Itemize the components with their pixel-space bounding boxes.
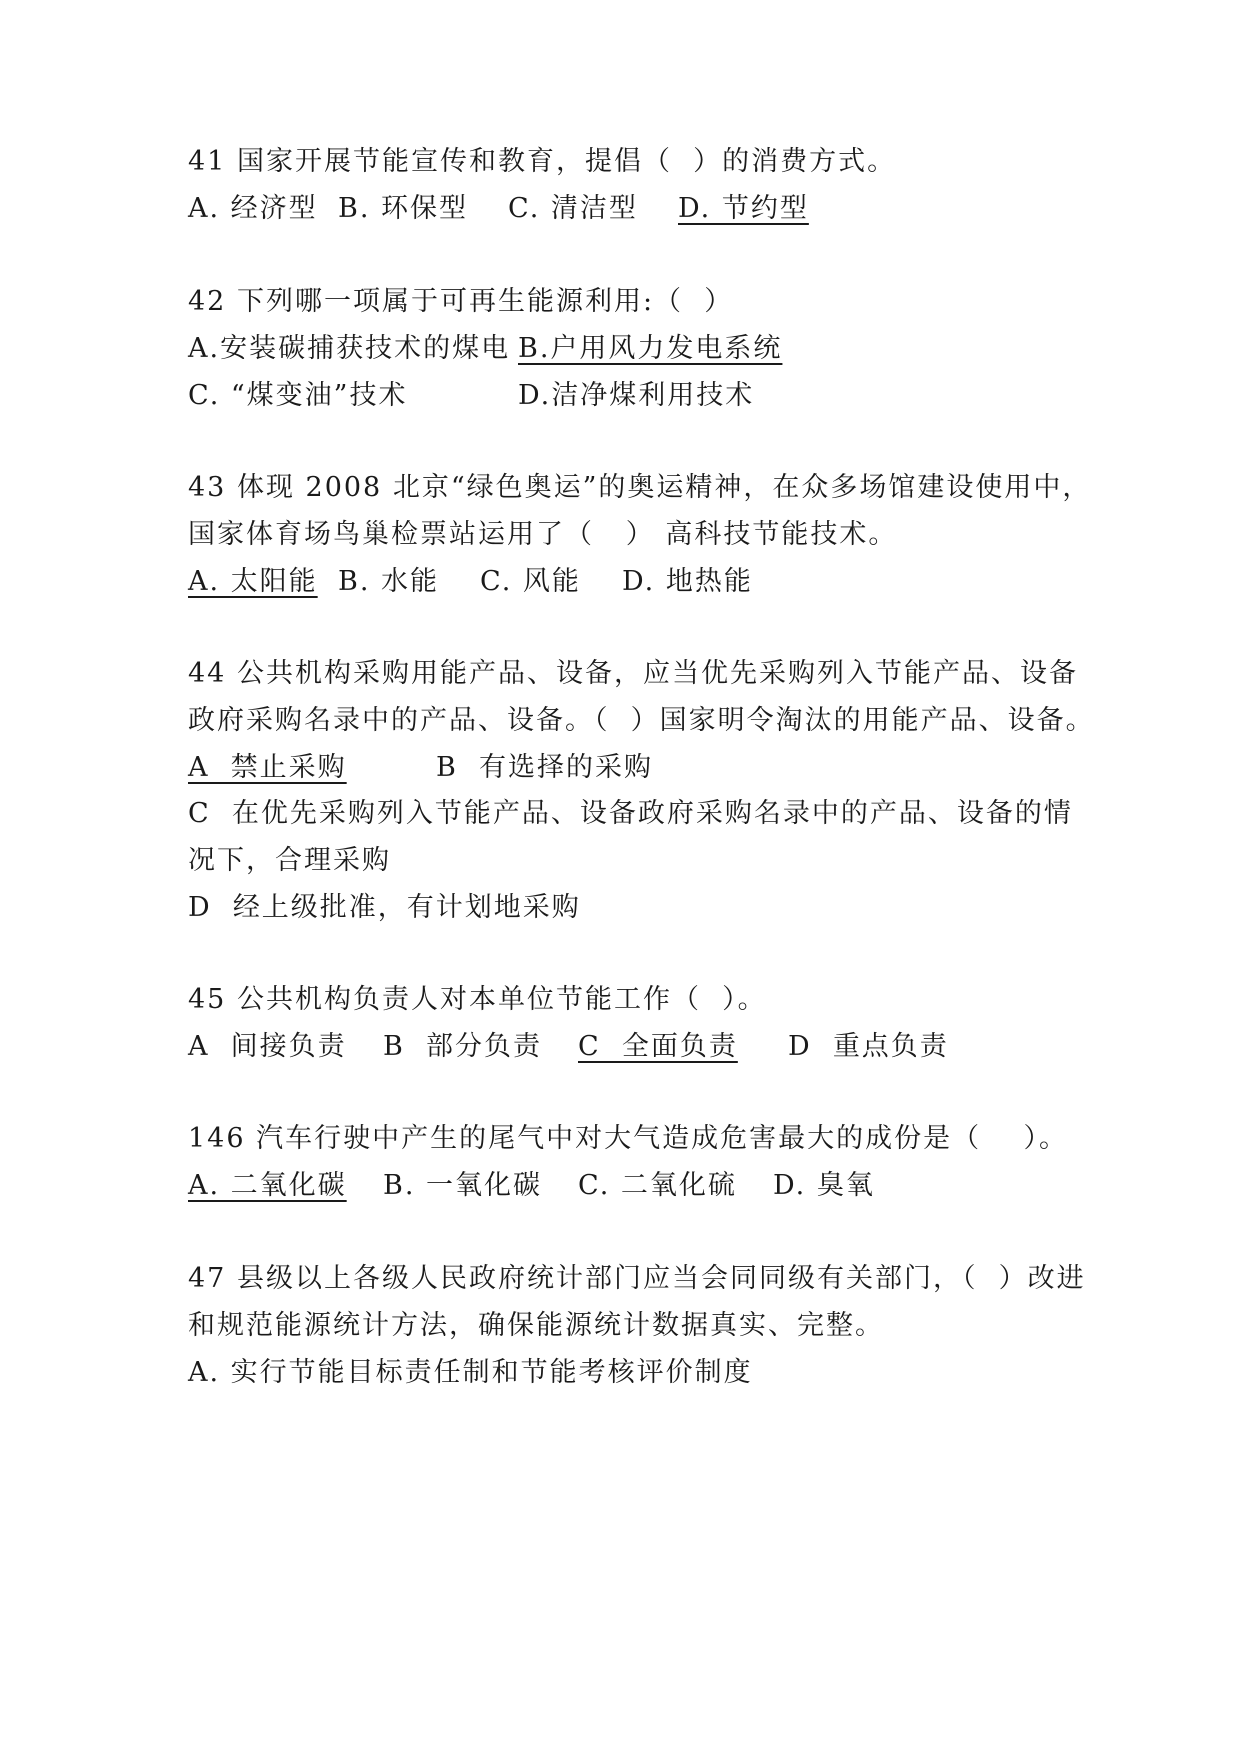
question-146-stem: 146 汽车行驶中产生的尾气中对大气造成危害最大的成份是（ ）。 xyxy=(188,1123,1068,1154)
option-b: B. 水能 xyxy=(338,566,440,597)
option-c: C. “煤变油”技术 xyxy=(188,380,408,411)
option-a-answer: A. 二氧化碳 xyxy=(188,1170,347,1201)
option-c: C. 二氧化硫 xyxy=(578,1170,737,1201)
option-c: C. 风能 xyxy=(480,566,581,597)
option-c-continued: 况下，合理采购 xyxy=(188,845,391,876)
question-47-stem-line2: 和规范能源统计方法，确保能源统计数据真实、完整。 xyxy=(188,1310,884,1341)
option-d: D. 臭氧 xyxy=(773,1170,875,1201)
question-41-stem: 41 国家开展节能宣传和教育，提倡（ ）的消费方式。 xyxy=(188,146,897,177)
option-b-answer: B.户用风力发电系统 xyxy=(518,333,783,364)
option-a: A.安装碳捕获技术的煤电 xyxy=(188,333,511,364)
option-b: B 有选择的采购 xyxy=(436,752,654,783)
option-d-answer: D. 节约型 xyxy=(678,193,809,224)
question-45-stem: 45 公共机构负责人对本单位节能工作（ ）。 xyxy=(188,984,767,1015)
option-b: B. 一氧化碳 xyxy=(383,1170,543,1201)
option-a: A. 经济型 xyxy=(188,193,318,224)
question-43-stem-line1: 43 体现 2008 北京“绿色奥运”的奥运精神，在众多场馆建设使用中， xyxy=(188,472,1092,503)
option-b: B. 环保型 xyxy=(338,193,469,224)
question-44-stem-line1: 44 公共机构采购用能产品、设备，应当优先采购列入节能产品、设备 xyxy=(188,658,1078,689)
option-c: C. 清洁型 xyxy=(508,193,638,224)
option-a-answer: A. 太阳能 xyxy=(188,566,318,597)
option-d: D. 地热能 xyxy=(622,566,753,597)
question-43-stem-line2: 国家体育场鸟巢检票站运用了（ ） 高科技节能技术。 xyxy=(188,519,898,550)
option-b: B 部分负责 xyxy=(383,1031,543,1062)
option-c-answer: C 全面负责 xyxy=(578,1031,738,1062)
option-a: A. 实行节能目标责任制和节能考核评价制度 xyxy=(188,1357,753,1388)
question-47-stem-line1: 47 县级以上各级人民政府统计部门应当会同同级有关部门，（ ）改进 xyxy=(188,1263,1086,1294)
question-42-options-row2 xyxy=(188,380,755,476)
option-a-answer: A 禁止采购 xyxy=(188,752,347,783)
question-42-stem: 42 下列哪一项属于可再生能源利用:（ ） xyxy=(188,286,734,317)
option-d: D.洁净煤利用技术 xyxy=(518,380,755,411)
option-a: A 间接负责 xyxy=(188,1031,347,1062)
option-c: C 在优先采购列入节能产品、设备政府采购名录中的产品、设备的情 xyxy=(188,798,1073,829)
option-d: D 经上级批准，有计划地采购 xyxy=(188,892,581,923)
question-44-stem-line2: 政府采购名录中的产品、设备。（ ）国家明令淘汰的用能产品、设备。 xyxy=(188,705,1095,736)
option-d: D 重点负责 xyxy=(788,1031,949,1062)
